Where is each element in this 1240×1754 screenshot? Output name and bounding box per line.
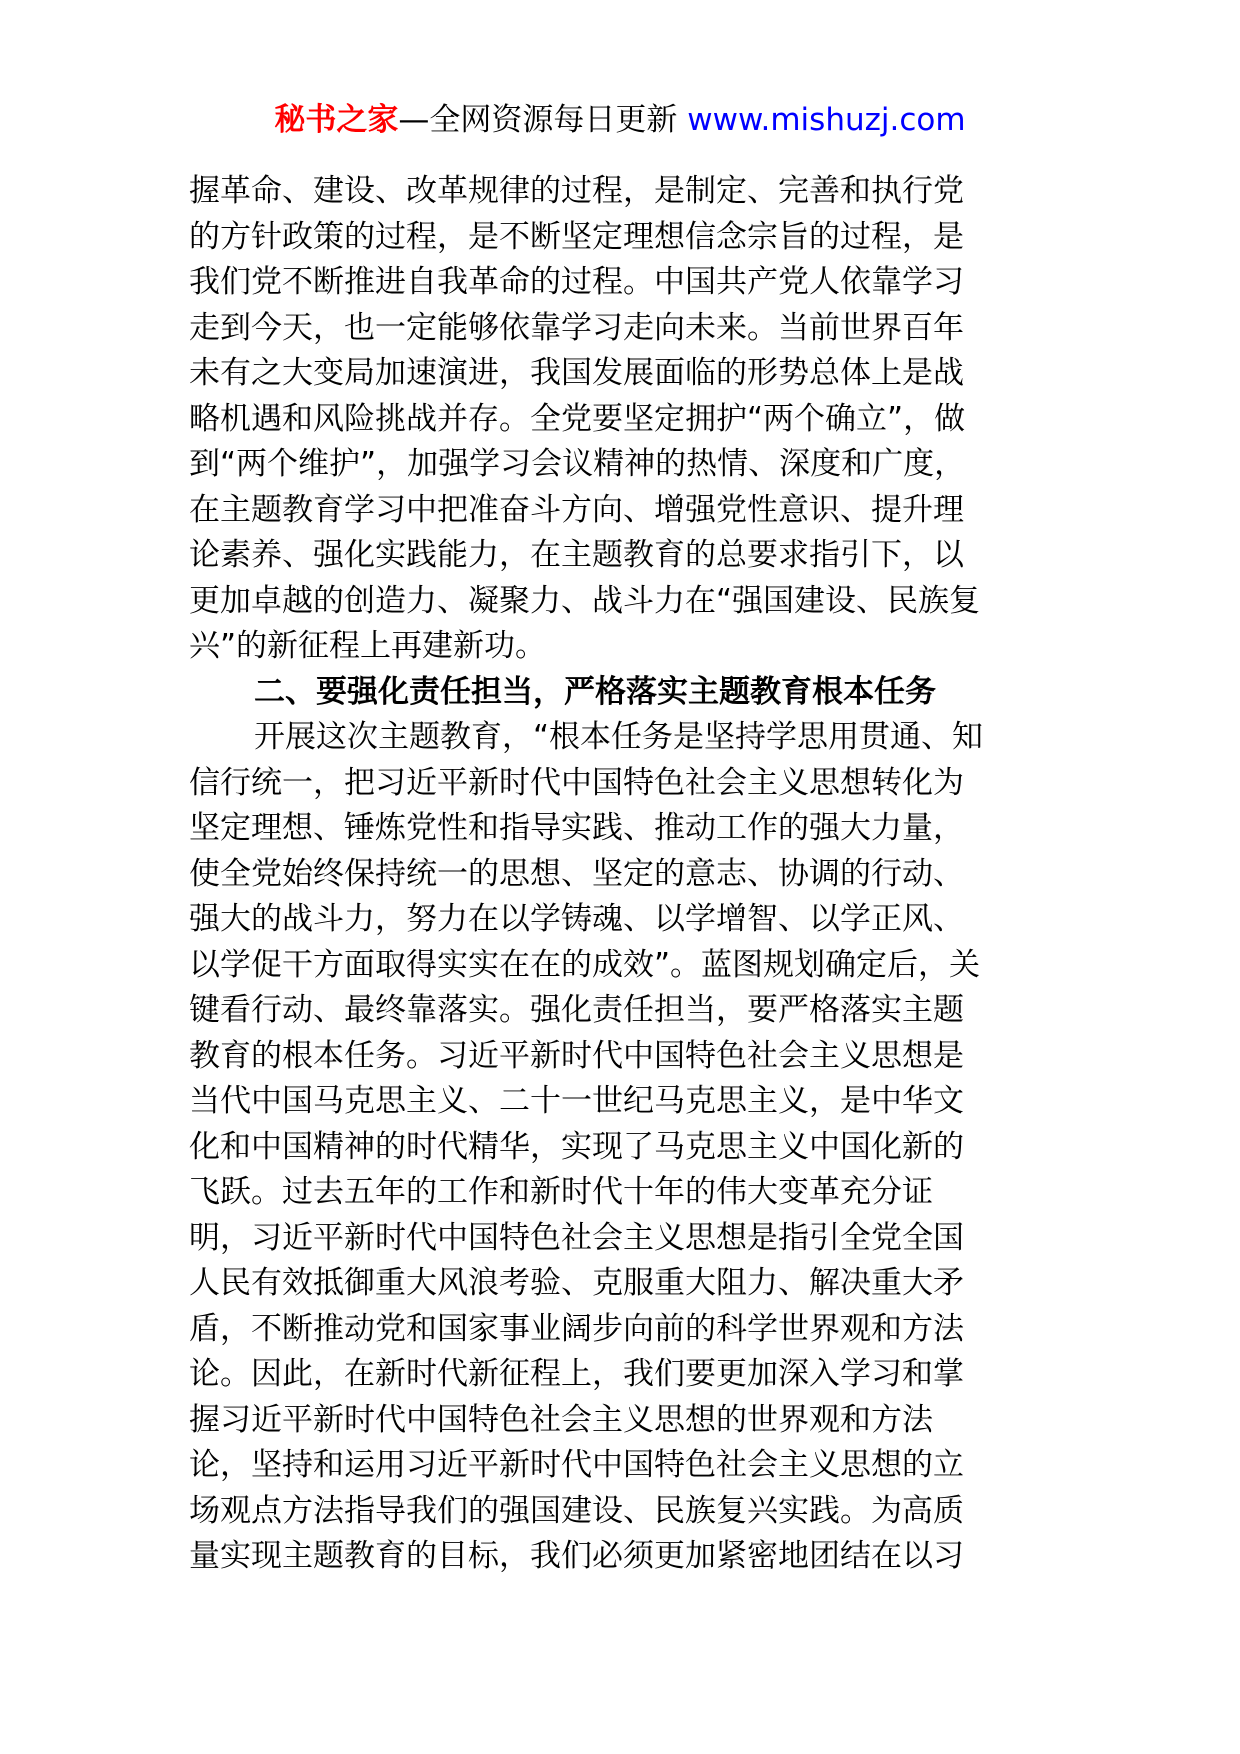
text-line: 场观点方法指导我们的强国建设、民族复兴实践。为高质 (189, 1492, 964, 1529)
text-line: 以学促干方面取得实实在在的成效”。蓝图规划确定后，关 (189, 946, 981, 983)
text-line: 兴”的新征程上再建新功。 (189, 628, 547, 664)
page-header (0, 100, 1240, 140)
text-line: 更加卓越的创造力、凝聚力、战斗力在“强国建设、民族复 (189, 582, 981, 619)
text-line: 当代中国马克思主义、二十一世纪马克思主义，是中华文 (189, 1083, 964, 1119)
text-line: 飞跃。过去五年的工作和新时代十年的伟大变革充分证 (189, 1174, 933, 1210)
text-line: 化和中国精神的时代精华，实现了马克思主义中国化新的 (189, 1128, 964, 1165)
text-line: 论。因此，在新时代新征程上，我们要更加深入学习和掌 (189, 1356, 964, 1392)
text-line: 我们党不断推进自我革命的过程。中国共产党人依靠学习 (189, 264, 964, 300)
text-line: 键看行动、最终靠落实。强化责任担当，要严格落实主题 (189, 992, 964, 1028)
text-line: 开展这次主题教育，“根本任务是坚持学思用贯通、知 (254, 719, 984, 755)
text-line: 的方针政策的过程，是不断坚定理想信念宗旨的过程，是 (189, 218, 964, 255)
text-line: 握习近平新时代中国特色社会主义思想的世界观和方法 (189, 1401, 933, 1438)
text-line: 未有之大变局加速演进，我国发展面临的形势总体上是战 (189, 355, 964, 391)
text-line: 坚定理想、锤炼党性和指导实践、推动工作的强大力量， (189, 810, 964, 846)
text-line: 论，坚持和运用习近平新时代中国特色社会主义思想的立 (189, 1447, 964, 1483)
text-line: 走到今天，也一定能够依靠学习走向未来。当前世界百年 (189, 309, 964, 346)
text-line: 明，习近平新时代中国特色社会主义思想是指引全党全国 (189, 1219, 964, 1256)
section-heading: 二、要强化责任担当，严格落实主题教育根本任务 (254, 673, 936, 710)
document-body (189, 169, 1059, 1580)
site-tagline: —全网资源每日更新 (398, 102, 678, 138)
text-line: 人民有效抵御重大风浪考验、克服重大阻力、解决重大矛 (189, 1265, 964, 1301)
text-line: 论素养、强化实践能力，在主题教育的总要求指引下，以 (189, 537, 964, 573)
text-line: 到“两个维护”，加强学习会议精神的热情、深度和广度， (189, 446, 966, 482)
site-brand: 秘书之家 (274, 102, 399, 138)
text-line: 握革命、建设、改革规律的过程，是制定、完善和执行党 (189, 173, 964, 209)
site-url[interactable]: www.mishuzj.com (687, 102, 966, 138)
text-line: 在主题教育学习中把准奋斗方向、增强党性意识、提升理 (189, 491, 964, 528)
text-line: 信行统一，把习近平新时代中国特色社会主义思想转化为 (189, 764, 964, 801)
text-line: 使全党始终保持统一的思想、坚定的意志、协调的行动、 (189, 855, 964, 892)
text-line: 量实现主题教育的目标，我们必须更加紧密地团结在以习 (189, 1538, 964, 1574)
text-line: 盾，不断推动党和国家事业阔步向前的科学世界观和方法 (189, 1310, 964, 1347)
text-line: 强大的战斗力，努力在以学铸魂、以学增智、以学正风、 (189, 901, 964, 937)
text-line: 略机遇和风险挑战并存。全党要坚定拥护“两个确立”，做 (189, 400, 966, 437)
text-line: 教育的根本任务。习近平新时代中国特色社会主义思想是 (189, 1037, 964, 1074)
